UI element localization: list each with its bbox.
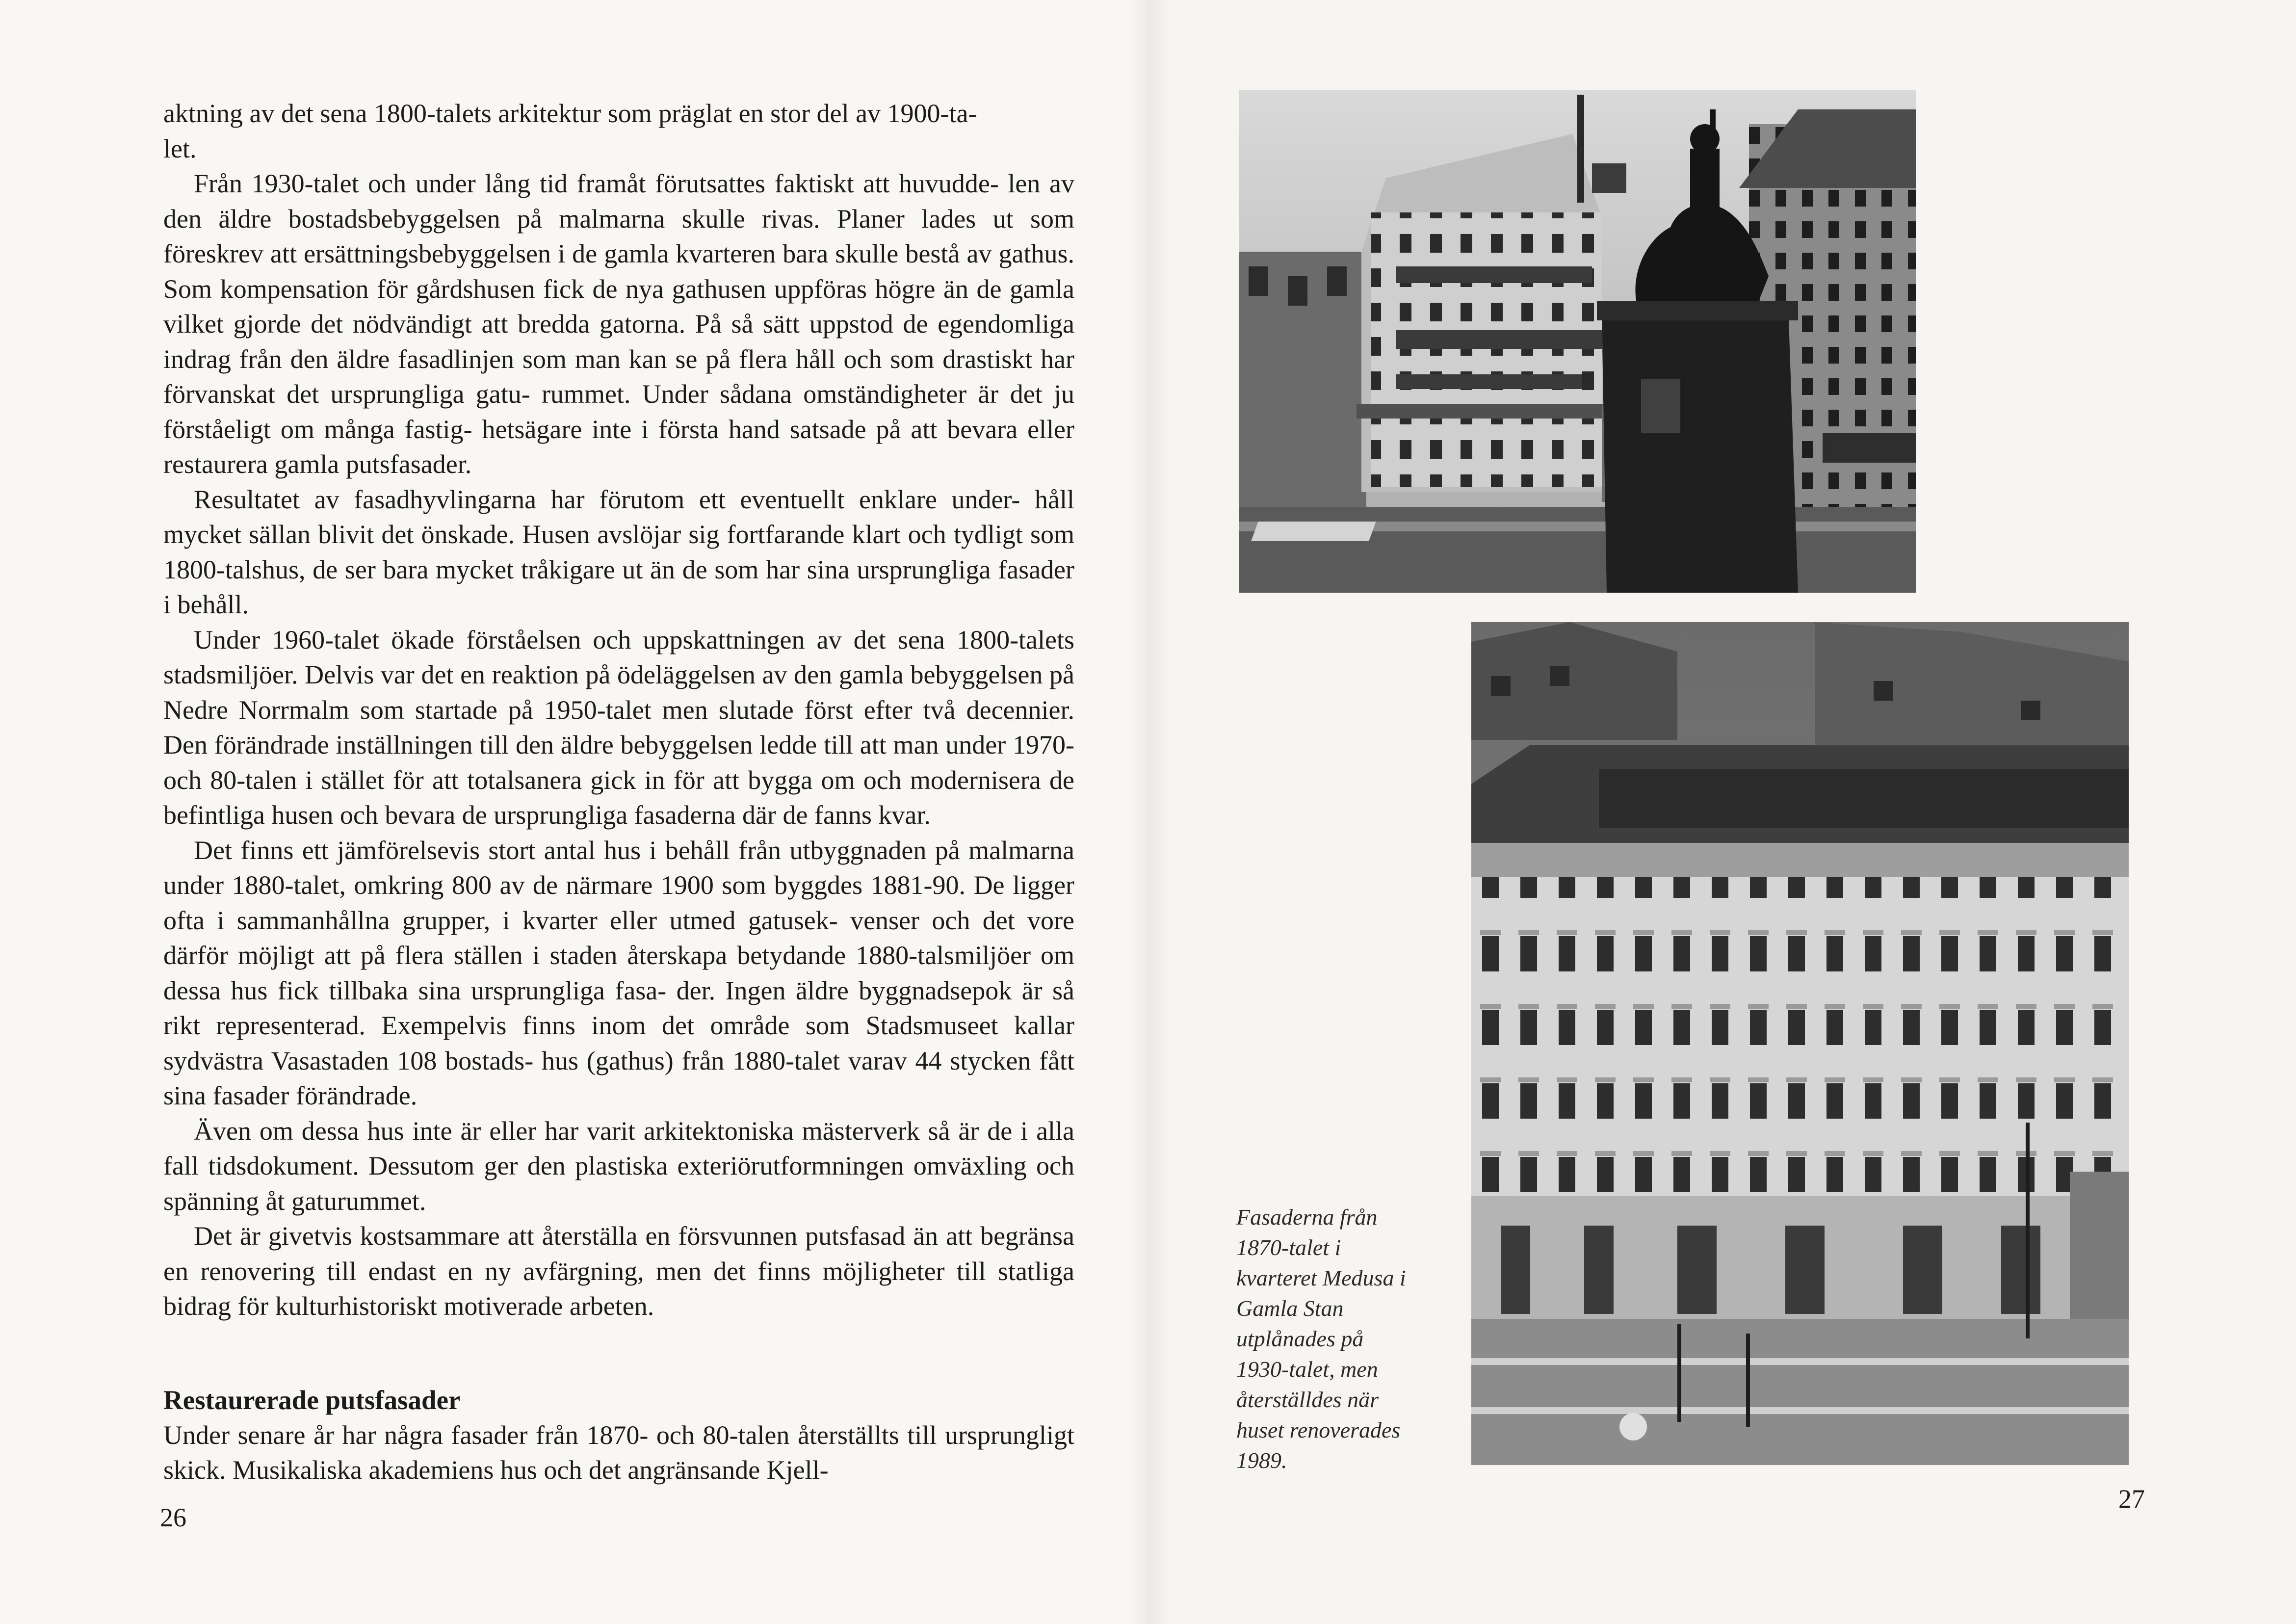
text-line: ursprungliga fasader i behåll.	[163, 554, 1075, 619]
caption-line: 1870-talet i	[1236, 1235, 1341, 1260]
text-line: Under 1960-talet ökade förståelsen och uppskattningen av det sena	[194, 625, 945, 655]
text-line: malmarna under 1880-talet, omkring 800 av de närmare 1900 som byggdes	[163, 835, 1074, 900]
text-line: På så sätt uppstod de egendomliga indrag från den äldre fasadlinjen som man	[163, 309, 1075, 374]
text-line: totalsanera gick in för att bygga om och modernisera de befintliga husen och	[163, 765, 1074, 830]
text-line: hetsägare inte i första hand satsade på att bevara eller restaurera gamla	[163, 414, 1075, 479]
page-number-right: 27	[2118, 1484, 2145, 1514]
caption-line: huset renoverades	[1236, 1417, 1401, 1442]
paragraph	[163, 96, 1074, 166]
photo-square-statue-drawing	[1239, 90, 1916, 593]
text-line: len av den äldre bostadsbebyggelsen på malmarna skulle rivas. Planer lades ut	[163, 169, 1074, 234]
text-line: ursprungligt skick. Musikaliska akademiens hus och det angränsande Kjell-	[163, 1420, 1075, 1485]
text-line: Från 1930-talet och under lång tid framåt förutsattes faktiskt att huvudde-	[194, 169, 999, 198]
paragraph	[163, 1114, 1074, 1219]
text-line: let.	[163, 133, 197, 163]
page-number-left: 26	[160, 1503, 186, 1532]
text-line: kan se på flera håll och som drastiskt har förvanskat det ursprungliga gatu-	[163, 344, 1075, 409]
text-line: gamla bebyggelsen på Nedre Norrmalm som startade på 1950-talet men	[163, 660, 1075, 725]
caption-line: Fasaderna från	[1236, 1205, 1378, 1230]
text-line: som föreskrev att ersättningsbebyggelsen i de gamla kvarteren bara skulle	[163, 204, 1075, 268]
paragraph	[163, 623, 1074, 833]
text-line: hus (gathus) från 1880-talet varav 44 stycken fått sina fasader förändrade.	[163, 1046, 1075, 1110]
paragraph	[163, 1219, 1074, 1324]
photo-square-statue	[1239, 90, 1916, 593]
paragraph	[163, 166, 1074, 482]
text-line: Även om dessa hus inte är eller har varit arkitektoniska mästerverk så är de	[194, 1116, 1013, 1146]
gutter-shadow	[1128, 0, 1168, 1624]
text-line: 1800-talets stadsmiljöer. Delvis var det en reaktion på ödeläggelsen av den	[163, 625, 1075, 689]
section-restaurerade	[163, 1383, 1074, 1488]
text-line: venser och det vore därför möjligt att på flera ställen i staden återskapa	[163, 905, 1074, 970]
text-line: håll mycket sällan blivit det önskade. Husen avslöjar sig fortfarande klart och	[163, 484, 1075, 549]
photo-caption	[1236, 1202, 1452, 1476]
caption-line: utplånades på	[1236, 1326, 1364, 1351]
caption-line: återställdes när	[1236, 1387, 1379, 1412]
caption-line: Gamla Stan	[1236, 1296, 1344, 1321]
text-line: Det finns ett jämförelsevis stort antal hus i behåll från utbyggnaden på	[194, 835, 960, 865]
text-line: putsfasader.	[345, 449, 472, 479]
caption-line: 1930-talet, men	[1236, 1357, 1378, 1382]
text-line: uppföras högre än de gamla vilket gjorde det nödvändigt att bredda gatorna.	[163, 274, 1075, 339]
text-line: omväxling och spänning åt gaturummet.	[163, 1151, 1074, 1216]
text-line: inom det område som Stadsmuseet kallar sydvästra Vasastaden 108 bostads-	[163, 1011, 1075, 1075]
section-heading: Restaurerade putsfasader	[163, 1385, 461, 1415]
text-line: bestå av gathus. Som kompensation för gårdshusen fick de nya gathusen	[163, 239, 1075, 304]
caption-line: 1989.	[1236, 1448, 1287, 1473]
photo-medusa-building	[1471, 622, 2129, 1465]
text-line: 1881-90. De ligger ofta i sammanhållna grupper, i kvarter eller utmed gatusek-	[163, 870, 1075, 935]
text-line: der. Ingen äldre byggnadsepok är så rikt representerad. Exempelvis finns	[163, 975, 1074, 1040]
text-line: Under senare år har några fasader från 1870- och 80-talen återställts till	[163, 1420, 937, 1450]
text-line: till statliga bidrag för kulturhistoriskt motiverade arbeten.	[163, 1256, 1074, 1321]
text-line: betydande 1880-talsmiljöer om dessa hus fick tillbaka sina ursprungliga fasa-	[163, 941, 1075, 1005]
text-line: slutade först efter två decennier. Den förändrade inställningen till den äldre	[163, 695, 1074, 760]
text-line: bebyggelsen ledde till att man under 1970- och 80-talen i stället för att	[163, 730, 1074, 795]
text-line: begränsa en renovering till endast en ny avfärgning, men det finns möjligheter	[163, 1221, 1074, 1286]
text-line: tydligt som 1800-talshus, de ser bara mycket tråkigare ut än de som har sina	[163, 520, 1075, 584]
text-line: aktning av det sena 1800-talets arkitektur som präglat en stor del av 1900-ta-	[163, 99, 977, 128]
text-line: Resultatet av fasadhyvlingarna har förutom ett eventuellt enklare under-	[194, 484, 1020, 514]
photo-medusa-building-drawing	[1471, 622, 2129, 1465]
paragraph	[163, 482, 1074, 623]
left-body-text	[163, 96, 1074, 1324]
text-line: i alla fall tidsdokument. Dessutom ger den plastiska exteriörutformningen	[163, 1116, 1075, 1180]
text-line: rummet. Under sådana omständigheter är det ju förståeligt om många fastig-	[163, 379, 1075, 444]
text-line: bevara de ursprungliga fasaderna där de fanns kvar.	[385, 800, 931, 830]
caption-line: kvarteret Medusa i	[1236, 1265, 1406, 1290]
text-line: Det är givetvis kostsammare att återställa en försvunnen putsfasad än att	[194, 1221, 973, 1251]
paragraph	[163, 833, 1074, 1114]
paragraph	[163, 1418, 1074, 1488]
